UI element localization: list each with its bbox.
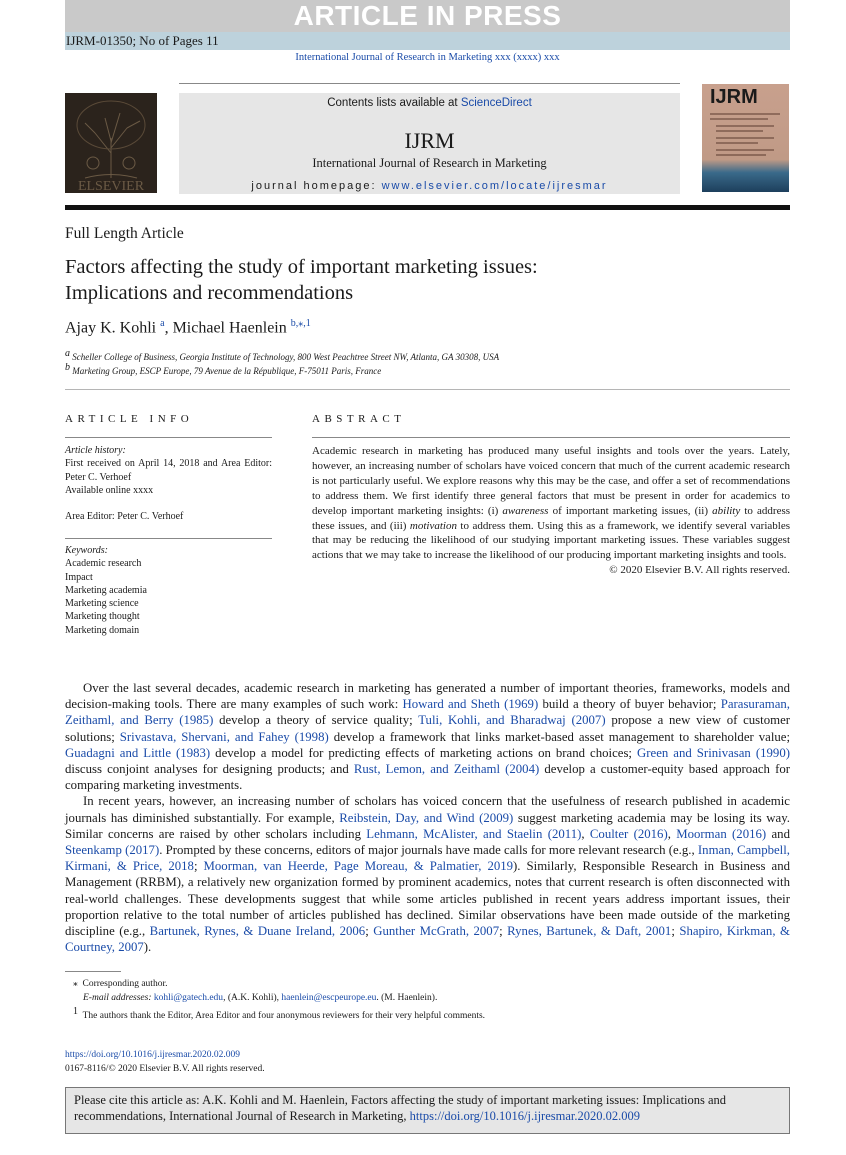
affiliation-b	[65, 362, 381, 376]
abstract-part: of important marketing issues, (ii)	[548, 504, 713, 517]
manuscript-id-bar	[65, 32, 790, 50]
body-text	[65, 680, 790, 955]
citation-label: Please cite this article as: A.K. Kohli and M. Haenlein, Factors affecting the study of important marketing issues: Implications and recommendations, International Journal of Research in Marketing,	[74, 1093, 727, 1123]
citation-link[interactable]: Coulter (2016)	[589, 826, 668, 841]
copyright: © 2020 Elsevier B.V. All rights reserved.	[609, 564, 790, 577]
abstract-heading: ABSTRACT	[312, 413, 406, 425]
keywords	[65, 544, 272, 637]
affiliation-text: Marketing Group, ESCP Europe, 79 Avenue de la République, F-75011 Paris, France	[72, 366, 382, 376]
article-history	[65, 444, 272, 523]
abstract-emphasis: motivation	[409, 519, 457, 532]
journal-cover-image[interactable]	[702, 84, 789, 192]
keyword: Marketing domain	[65, 624, 140, 636]
header-bottom-rule	[65, 205, 790, 210]
author-haenlein[interactable]: , Michael Haenlein	[164, 319, 287, 337]
citation-link[interactable]: Reibstein, Day, and Wind (2009)	[339, 810, 514, 825]
body-text-run: propose a new view of customer solutions;	[65, 713, 791, 744]
citation-link[interactable]: Rust, Lemon, and Zeithaml (2004)	[353, 762, 540, 777]
citation-link[interactable]: Inman, Campbell, Kirmani, & Price, 2018	[65, 843, 790, 874]
article-in-press-banner: ARTICLE IN PRESS	[65, 0, 790, 32]
keyword: Marketing academia	[65, 584, 147, 596]
author-kohli-affil-mark[interactable]: a	[160, 318, 165, 329]
email-owner: . (M. Haenlein).	[376, 993, 438, 1003]
abstract-emphasis: awareness	[502, 504, 549, 517]
citation-link[interactable]: Srivastava, Shervani, and Fahey (1998)	[119, 729, 329, 744]
citation-link[interactable]: Bartunek, Rynes, & Duane Ireland, 2006	[149, 924, 366, 939]
abstract-emphasis: ability	[712, 504, 741, 517]
citation-link[interactable]: Moorman, van Heerde, Page Moreau, & Palmatier, 2019	[203, 859, 514, 874]
author-kohli[interactable]: Ajay K. Kohli	[65, 319, 157, 337]
header-top-rule	[179, 83, 680, 84]
citation-link[interactable]: Tuli, Kohli, and Bharadwaj (2007)	[418, 713, 606, 728]
body-text-run: ;	[193, 859, 204, 874]
history-label: Article history:	[65, 445, 126, 456]
homepage-label: journal homepage:	[251, 180, 382, 192]
info-divider	[65, 538, 272, 539]
journal-header	[179, 93, 680, 194]
footnote-1	[65, 1005, 798, 1023]
citation-link[interactable]: Shapiro, Kirkman, & Courtney, 2007	[65, 924, 790, 955]
journal-citation-link[interactable]: International Journal of Research in Marketing xxx (xxxx) xxx	[295, 52, 560, 63]
body-text-run: ).	[143, 940, 152, 955]
elsevier-logo[interactable]	[65, 93, 157, 193]
body-text-run: ,	[667, 826, 677, 841]
citation-link[interactable]: Howard and Sheth (1969)	[402, 697, 539, 712]
footnote-mark: ⁎	[73, 979, 78, 989]
affiliation-a	[65, 348, 499, 362]
keyword: Marketing thought	[65, 611, 140, 623]
elsevier-wordmark: ELSEVIER	[77, 179, 145, 193]
footnote-text: The authors thank the Editor, Area Editor and four anonymous reviewers for their very helpful comments.	[82, 1011, 486, 1022]
citation-link[interactable]: Rynes, Bartunek, & Daft, 2001	[507, 924, 672, 939]
footnote-emails	[65, 991, 808, 1005]
footnote-rule	[65, 971, 121, 972]
affiliation-text: Scheller College of Business, Georgia Institute of Technology, 800 West Peachtree Street NW, Atlanta, GA 30308, USA	[72, 352, 500, 362]
section-divider	[65, 389, 790, 390]
sciencedirect-link[interactable]: ScienceDirect	[460, 97, 532, 109]
body-text-run: ,	[581, 826, 590, 841]
history-received: First received on April 14, 2018 and Area Editor: Peter C. Verhoef	[65, 458, 272, 483]
citation-link[interactable]: Moorman (2016)	[676, 826, 767, 841]
homepage-line	[179, 180, 680, 192]
author-haenlein-affil-marks[interactable]: b,⁎,1	[290, 318, 311, 329]
article-type: Full Length Article	[65, 225, 184, 242]
keyword: Impact	[65, 571, 93, 583]
abstract-divider	[312, 437, 790, 438]
cover-title: IJRM	[710, 86, 758, 108]
title-line-2: Implications and recommendations	[65, 282, 354, 304]
abstract-part: to address these issues, and (iii)	[312, 504, 791, 532]
body-text-run: develop a theory of service quality;	[213, 713, 419, 728]
citation-link[interactable]: Gunther McGrath, 2007	[373, 924, 500, 939]
body-paragraph-2	[65, 793, 790, 955]
abstract-text	[312, 444, 790, 578]
email-label: E-mail addresses:	[83, 993, 152, 1003]
title-line-1: Factors affecting the study of important marketing issues:	[65, 256, 538, 278]
author-list	[65, 318, 311, 337]
area-editor: Area Editor: Peter C. Verhoef	[65, 511, 184, 523]
keywords-label: Keywords:	[65, 545, 108, 556]
body-text-run: develop a model for predicting effects of marketing actions on brand choices;	[210, 745, 638, 760]
affiliation-mark: a	[65, 348, 70, 359]
abstract-part: Academic research in marketing has produced many useful insights and tools over the years. Lately, however, an increasing number of scholars have voiced concern that much of the current academic research is not particularly useful. We explore reasons why this may be the case, and offer a set of recommendations to address them. We first identify three general factors that must be present in order for academics to develop important marketing insights: (i)	[312, 445, 790, 517]
citation-link[interactable]: Green and Srinivasan (1990)	[637, 745, 790, 760]
issn-line: 0167-8116/© 2020 Elsevier B.V. All rights reserved.	[65, 1064, 265, 1074]
citation-doi-link[interactable]: https://doi.org/10.1016/j.ijresmar.2020.02.009	[409, 1109, 640, 1123]
article-title	[65, 254, 790, 306]
email-haenlein-link[interactable]: haenlein@escpeurope.eu	[281, 993, 377, 1003]
body-text-run: . Prompted by these concerns, editors of major journals have made calls for more relevant research (e.g.,	[159, 843, 698, 858]
history-online: Available online xxxx	[65, 484, 154, 496]
body-text-run: develop a customer-equity based approach for comparing marketing investments.	[65, 762, 790, 793]
cover-text-lines	[708, 112, 783, 162]
article-info-heading: ARTICLE INFO	[65, 413, 194, 425]
citation-link[interactable]: Parasuraman, Zeithaml, and Berry (1985)	[65, 697, 790, 728]
email-kohli-link[interactable]: kohli@gatech.edu	[153, 993, 224, 1003]
body-text-run: develop a framework that links market-based asset management to shareholder value;	[328, 729, 791, 744]
keyword: Marketing science	[65, 598, 139, 610]
body-paragraph-1	[65, 680, 790, 793]
body-text-run: discuss conjoint analyses for designing products; and	[65, 762, 354, 777]
affiliation-mark: b	[65, 362, 70, 373]
citation-link[interactable]: Lehmann, McAlister, and Staelin (2011)	[366, 826, 582, 841]
citation-link[interactable]: Guadagni and Little (1983)	[65, 745, 211, 760]
contents-label: Contents lists available at	[327, 97, 461, 109]
body-text-run: ;	[671, 924, 680, 939]
manuscript-id: IJRM-01350; No of Pages 11	[66, 33, 219, 48]
citation-box	[65, 1087, 790, 1134]
doi-link[interactable]: https://doi.org/10.1016/j.ijresmar.2020.02.009	[65, 1050, 241, 1060]
body-text-run: ;	[499, 924, 508, 939]
footnote-mark: 1	[73, 1006, 78, 1017]
keyword: Academic research	[65, 558, 142, 570]
footnote-text: Corresponding author.	[82, 979, 168, 989]
homepage-link[interactable]: www.elsevier.com/locate/ijresmar	[381, 180, 608, 192]
citation-link[interactable]: Steenkamp (2017)	[65, 843, 160, 858]
body-text-run: Over the last several decades, academic research in marketing has generated a number of important theories, frameworks, models and decision-making tools. There are many examples of such work:	[65, 681, 790, 712]
contents-line	[179, 97, 680, 109]
footnote-corresponding	[65, 977, 798, 991]
doi-block	[65, 1048, 265, 1076]
citation-text	[66, 1088, 789, 1128]
journal-full-name: International Journal of Research in Marketing	[312, 156, 547, 170]
email-owner: , (A.K. Kohli),	[223, 993, 282, 1003]
body-text-run: build a theory of buyer behavior;	[538, 697, 721, 712]
info-divider	[65, 437, 272, 438]
journal-abbrev: IJRM	[404, 128, 455, 153]
body-text-run: In recent years, however, an increasing number of scholars has voiced concern that the usefulness of research published in academic journals has diminished substantially. For example,	[65, 794, 790, 825]
body-text-run: suggest marketing academia may be losing its way. Similar concerns are raised by other scholars including	[65, 810, 790, 841]
body-text-run: ). Similarly, Responsible Research in Business and Management (RRBM), a relatively new organization formed by prominent academics, notes that current research is often disconnected with real-world challenges. These developments suggest that while some articles published in recent years address important issues, their proportion relative to the total number of articles published has declined. Similar observations have been made outside of the marketing discipline (e.g.,	[65, 859, 790, 939]
elsevier-tree-icon	[65, 93, 157, 193]
abstract-part: to address them. Using this as a framework, we identify several variables that may be reducing the likelihood of our studying important marketing issues. These variables suggest actions that we may take to increase the likelihood of our producing important marketing insights and tools.	[312, 519, 790, 562]
body-text-run: ;	[365, 924, 374, 939]
body-text-run: and	[766, 826, 790, 841]
